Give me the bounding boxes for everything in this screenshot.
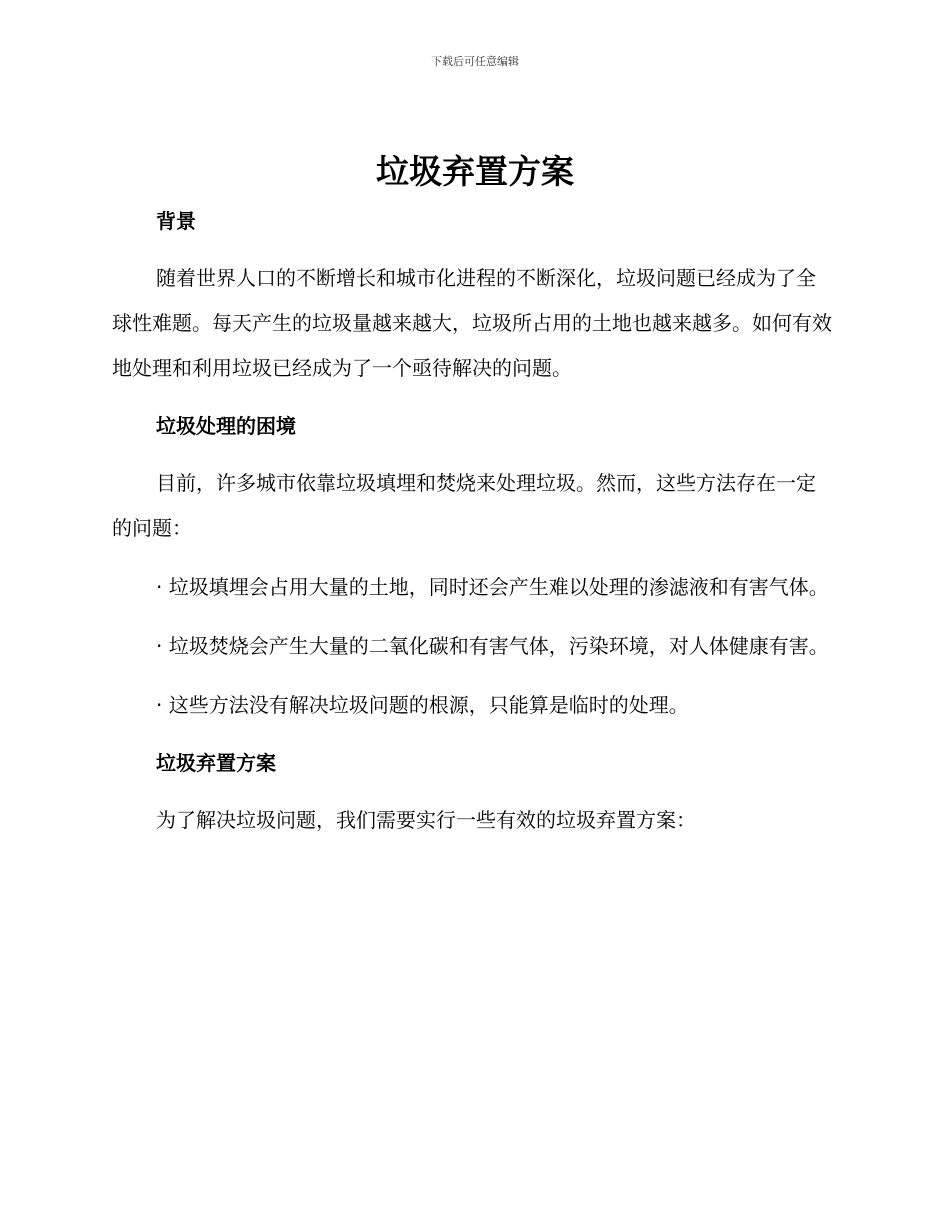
paragraph-dilemma-intro: 目前，许多城市依靠垃圾填埋和焚烧来处理垃圾。然而，这些方法存在一定的问题： bbox=[112, 471, 816, 540]
bullet-landfill: · 垃圾填埋会占用大量的土地，同时还会产生难以处理的渗滤液和有害气体。 bbox=[156, 575, 829, 599]
document-body bbox=[112, 198, 834, 843]
section-heading-plan: 垃圾弃置方案 bbox=[156, 751, 276, 775]
section-heading-background: 背景 bbox=[156, 209, 196, 233]
section-heading-dilemma: 垃圾处理的困境 bbox=[156, 414, 296, 438]
document-title: 垃圾弃置方案 bbox=[376, 152, 574, 191]
paragraph-plan-intro: 为了解决垃圾问题，我们需要实行一些有效的垃圾弃置方案： bbox=[156, 808, 696, 832]
bullet-root-cause: · 这些方法没有解决垃圾问题的根源，只能算是临时的处理。 bbox=[156, 693, 689, 717]
header-note: 下载后可任意编辑 bbox=[431, 55, 519, 68]
paragraph-background: 随着世界人口的不断增长和城市化进程的不断深化，垃圾问题已经成为了全球性难题。每天产生的垃圾量越来越大，垃圾所占用的土地也越来越多。如何有效地处理和利用垃圾已经成为了一个亟待解决的问题。 bbox=[112, 266, 832, 380]
bullet-incineration: · 垃圾焚烧会产生大量的二氧化碳和有害气体，污染环境，对人体健康有害。 bbox=[156, 634, 829, 658]
